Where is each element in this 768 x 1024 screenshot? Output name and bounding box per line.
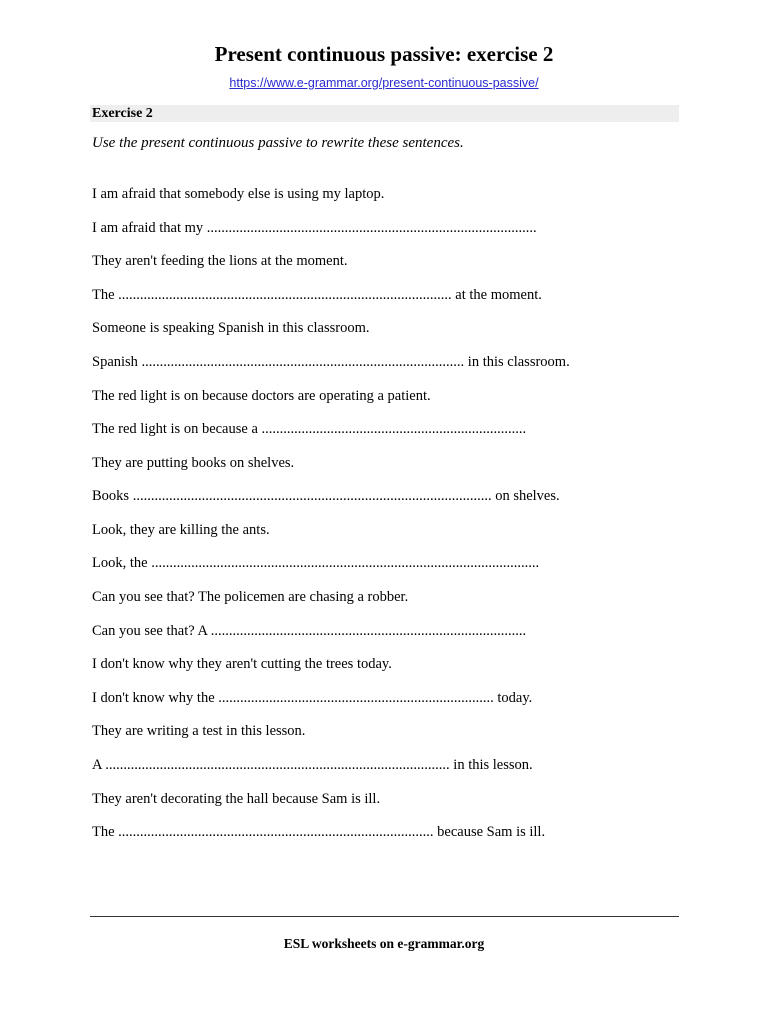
original-sentence-5: They are putting books on shelves. — [92, 455, 295, 471]
rewrite-prompt-10: The ....................................................................................... because Sam is ill. — [92, 824, 546, 840]
rewrite-prompt-1: I am afraid that my ........................................................................................... — [92, 220, 537, 236]
exercise-heading-bar — [90, 105, 679, 122]
original-sentence-4: The red light is on because doctors are operating a patient. — [92, 388, 431, 404]
original-sentence-10: They aren't decorating the hall because Sam is ill. — [92, 791, 381, 807]
footer-divider — [90, 916, 679, 917]
original-sentence-2: They aren't feeding the lions at the moment. — [92, 253, 348, 269]
exercise-heading: Exercise 2 — [92, 106, 153, 121]
rewrite-prompt-3: Spanish ......................................................................................... in this classroom. — [92, 354, 570, 370]
rewrite-prompt-7: Can you see that? A ....................................................................................... — [92, 623, 527, 639]
rewrite-prompt-8: I don't know why the ............................................................................ today. — [92, 690, 533, 706]
rewrite-prompt-2: The ............................................................................................ at the moment. — [92, 287, 542, 303]
rewrite-prompt-6: Look, the ........................................................................................................... — [92, 555, 540, 571]
exercise-instruction: Use the present continuous passive to rewrite these sentences. — [92, 135, 464, 151]
original-sentence-3: Someone is speaking Spanish in this classroom. — [92, 320, 370, 336]
original-sentence-8: I don't know why they aren't cutting the trees today. — [92, 656, 392, 672]
source-link[interactable]: https://www.e-grammar.org/present-continuous-passive/ — [229, 76, 539, 90]
original-sentence-1: I am afraid that somebody else is using my laptop. — [92, 186, 385, 202]
page-title: Present continuous passive: exercise 2 — [214, 42, 554, 66]
source-link-container — [0, 75, 768, 91]
rewrite-prompt-9: A ............................................................................................... in this lesson. — [92, 757, 533, 773]
rewrite-prompt-4: The red light is on because a ......................................................................... — [92, 421, 527, 437]
footer-text: ESL worksheets on e-grammar.org — [283, 936, 485, 951]
rewrite-prompt-5: Books ................................................................................................... on shelves. — [92, 488, 560, 504]
original-sentence-9: They are writing a test in this lesson. — [92, 723, 306, 739]
original-sentence-7: Can you see that? The policemen are chasing a robber. — [92, 589, 409, 605]
original-sentence-6: Look, they are killing the ants. — [92, 522, 270, 538]
